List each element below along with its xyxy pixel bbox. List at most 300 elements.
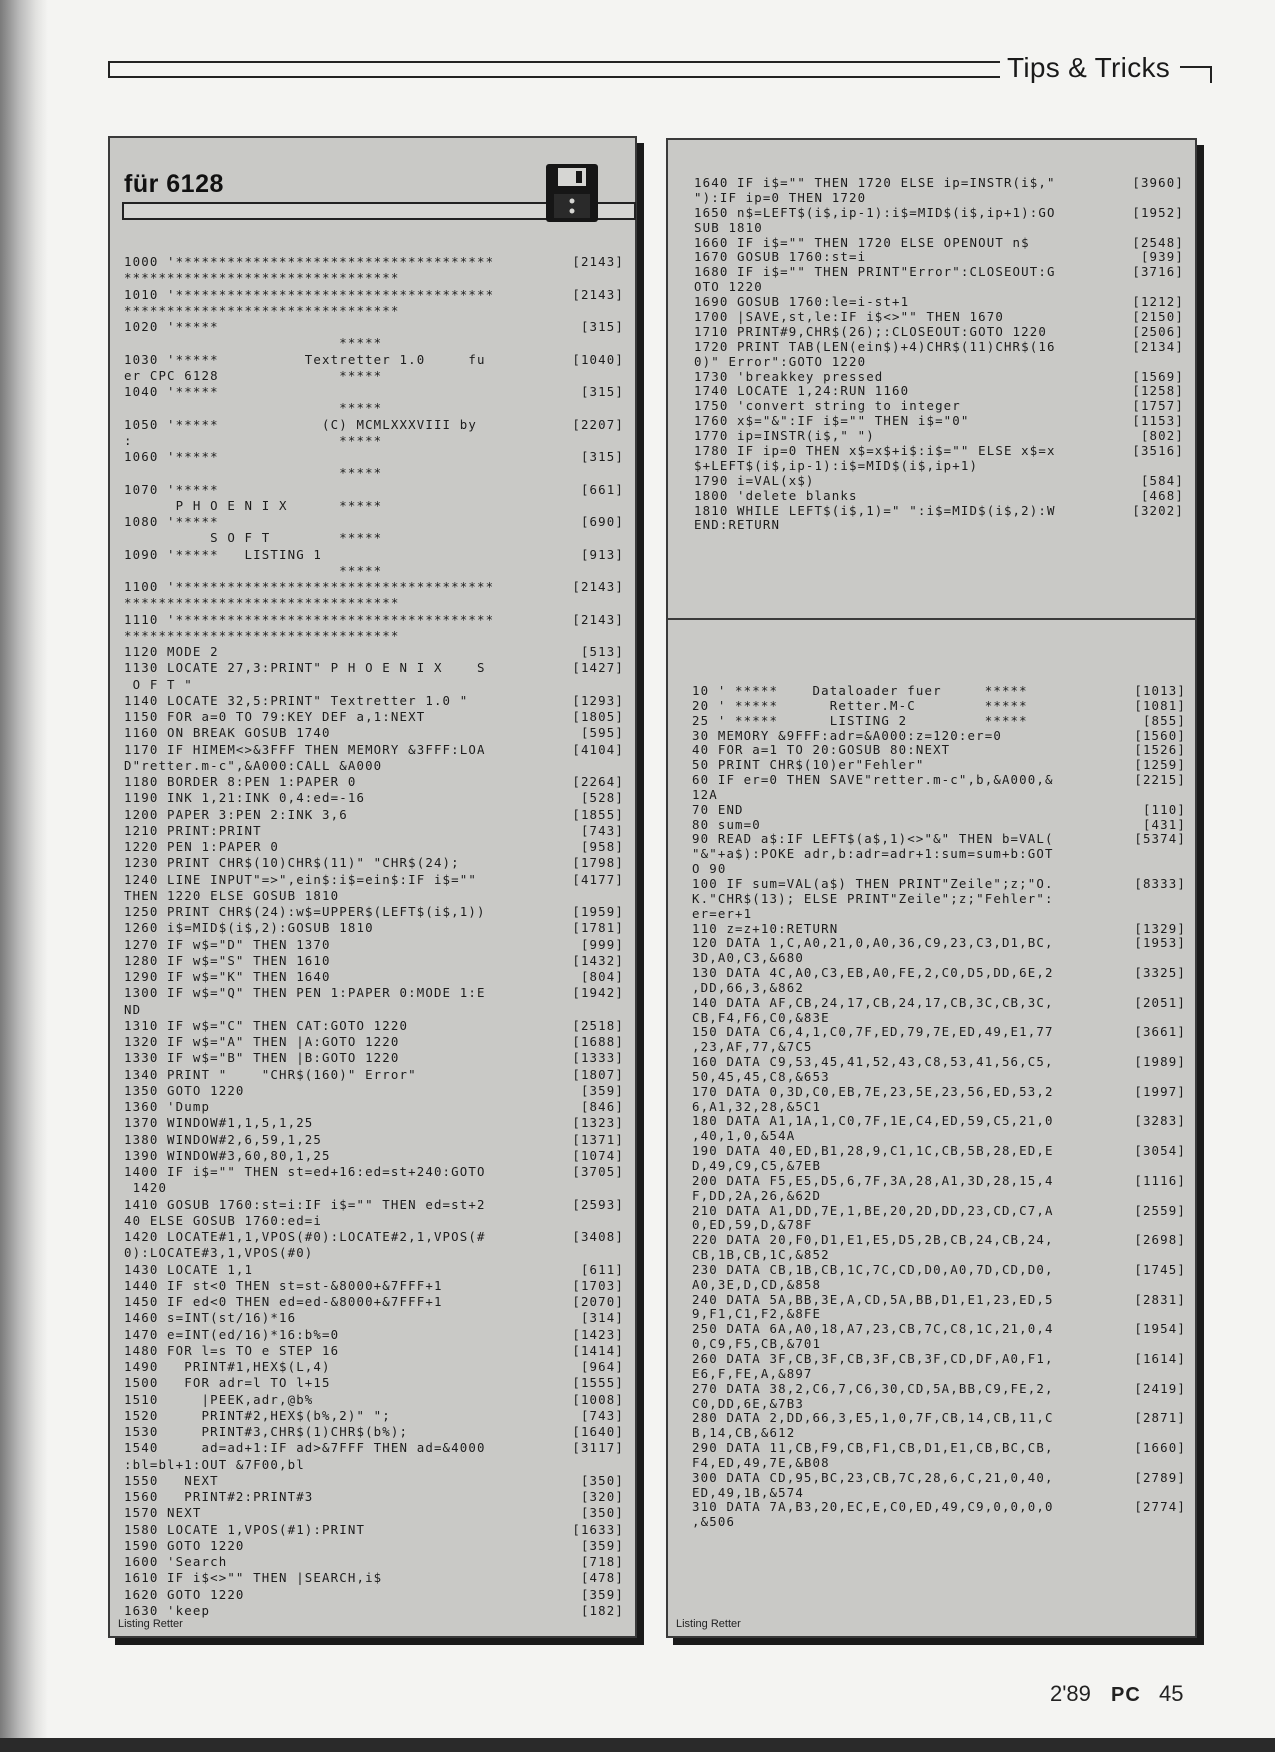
- checksum: [2548]: [1132, 234, 1184, 250]
- code-text: 50 PRINT CHR$(10)er"Fehler": [692, 757, 925, 773]
- panel-caption: Listing Retter: [676, 1618, 741, 1630]
- code-text: 240 DATA 5A,BB,3E,A,CD,5A,BB,D1,E1,23,ED,5: [692, 1291, 1054, 1307]
- checksum: [2774]: [1134, 1499, 1186, 1515]
- code-text: 1490 PRINT#1,HEX$(L,4): [124, 1359, 331, 1374]
- listing-line: [124, 482, 624, 498]
- code-text: ED,49,1B,&574: [692, 1484, 804, 1500]
- code-text: 0):LOCATE#3,1,VPOS(#0): [124, 1245, 314, 1261]
- code-text: 1730 'breakkey pressed: [694, 368, 884, 384]
- code-text: 150 DATA C6,4,1,C0,7F,ED,79,7E,ED,49,E1,77: [692, 1024, 1054, 1040]
- code-text: 70 END: [692, 801, 744, 817]
- checksum: [2518]: [572, 1017, 624, 1033]
- basic-listing-1-continued: [694, 176, 1184, 533]
- listing-line: [692, 1397, 1186, 1412]
- checksum: [1807]: [572, 1066, 624, 1082]
- code-text: 1790 i=VAL(x$): [694, 472, 815, 488]
- code-text: 1380 WINDOW#2,6,59,1,25: [124, 1131, 323, 1147]
- listing-line: [124, 1197, 624, 1213]
- code-text: 190 DATA 40,ED,B1,28,9,C1,1C,CB,5B,28,ED,E: [692, 1143, 1054, 1159]
- listing-line: [692, 1471, 1186, 1486]
- code-text: F4,ED,49,7E,&B08: [692, 1454, 830, 1470]
- code-text: 1250 PRINT CHR$(24):w$=UPPER$(LEFT$(i$,1)): [124, 904, 486, 919]
- checksum: [2150]: [1132, 309, 1184, 325]
- code-text: 1010 '*************************************: [124, 286, 495, 302]
- listing-line: [124, 1294, 624, 1310]
- code-text: 230 DATA CB,1B,CB,1C,7C,CD,D0,A0,7D,CD,D0,: [692, 1261, 1054, 1277]
- code-text: 160 DATA C9,53,45,41,52,43,C8,53,41,56,C5,: [692, 1054, 1054, 1070]
- checksum: [3516]: [1132, 443, 1184, 459]
- code-text: 1630 'keep: [124, 1602, 211, 1618]
- code-text: C0,DD,6E,&7B3: [692, 1395, 804, 1411]
- listing-line: [124, 660, 624, 676]
- code-text: 1540 ad=ad+1:IF ad>&7FFF THEN ad=&4000: [124, 1440, 486, 1456]
- checksum: [315]: [580, 449, 624, 464]
- checksum: [939]: [1140, 249, 1184, 265]
- code-text: 1660 IF i$="" THEN 1720 ELSE OPENOUT n$: [694, 234, 1030, 250]
- listing-line: [124, 1050, 624, 1066]
- code-text: 1110 '*************************************: [124, 611, 495, 627]
- listing-line: [124, 1115, 624, 1131]
- code-text: 1600 'Search: [124, 1554, 228, 1569]
- code-text: 1100 '*************************************: [124, 579, 495, 594]
- listing-line: [124, 1570, 624, 1586]
- listing-line: [692, 907, 1186, 922]
- code-text: ********************************: [124, 270, 400, 286]
- checksum: [314]: [580, 1310, 624, 1326]
- listing-line: [692, 684, 1186, 699]
- listing-line: [692, 922, 1186, 937]
- code-text: 1280 IF w$="S" THEN 1610: [124, 952, 331, 968]
- listing-line: [694, 310, 1184, 325]
- listing-line: [124, 1359, 624, 1375]
- code-text: ,DD,66,3,&862: [692, 979, 804, 995]
- checksum: [2051]: [1134, 994, 1186, 1010]
- listing-line: [692, 1263, 1186, 1278]
- checksum: [1633]: [572, 1521, 624, 1537]
- listing-line: [124, 1505, 624, 1521]
- checksum: [320]: [580, 1489, 624, 1504]
- checksum: [2070]: [572, 1294, 624, 1309]
- listing-line: [124, 693, 624, 709]
- code-text: 1350 GOTO 1220: [124, 1082, 245, 1098]
- checksum: [1569]: [1132, 368, 1184, 384]
- code-text: er=er+1: [692, 905, 753, 921]
- listing-line: [124, 1278, 624, 1294]
- code-text: 1120 MODE 2: [124, 644, 219, 659]
- checksum: [1259]: [1134, 757, 1186, 773]
- floppy-disk-icon: [546, 164, 598, 222]
- header-rule: [108, 61, 1000, 78]
- checksum: [182]: [580, 1602, 624, 1618]
- listing-line: [692, 1144, 1186, 1159]
- checksum: [513]: [580, 644, 624, 659]
- listing-line: [124, 1457, 624, 1473]
- listing-line: [692, 1055, 1186, 1070]
- listing-line: [124, 855, 624, 871]
- listing-line: [692, 1248, 1186, 1263]
- listing-line: [124, 872, 624, 888]
- code-text: 300 DATA CD,95,BC,23,CB,7C,28,6,C,21,0,40,: [692, 1469, 1054, 1485]
- checksum: [468]: [1140, 487, 1184, 503]
- checksum: [1997]: [1134, 1083, 1186, 1099]
- code-text: ********************************: [124, 627, 400, 643]
- code-text: B,14,CB,&612: [692, 1425, 796, 1441]
- checksum: [110]: [1142, 801, 1186, 817]
- listing-line: [692, 877, 1186, 892]
- listing-line: [694, 295, 1184, 310]
- basic-listing-2: [692, 684, 1186, 1530]
- listing-line: [692, 1040, 1186, 1055]
- code-text: 40 ELSE GOSUB 1760:ed=i: [124, 1212, 323, 1228]
- checksum: [1798]: [572, 855, 624, 871]
- code-text: 310 DATA 7A,B3,20,EC,E,C0,ED,49,C9,0,0,0,0: [692, 1499, 1054, 1515]
- listing-line: [124, 1067, 624, 1083]
- listing-line: [692, 1456, 1186, 1471]
- listing-line: [694, 444, 1184, 459]
- checksum: [1855]: [572, 806, 624, 822]
- listing-line: [124, 774, 624, 790]
- code-text: 1510 |PEEK,adr,@b%: [124, 1391, 314, 1407]
- checksum: [315]: [580, 384, 624, 399]
- code-text: "):IF ip=0 THEN 1720: [694, 189, 867, 205]
- code-text: "&"+a$):POKE adr,b:adr=adr+1:sum=sum+b:GOT: [692, 846, 1054, 862]
- code-text: 280 DATA 2,DD,66,3,E5,1,0,7F,CB,14,CB,11,C: [692, 1410, 1054, 1426]
- checksum: [1560]: [1134, 727, 1186, 743]
- code-text: CB,1B,CB,1C,&852: [692, 1247, 830, 1263]
- code-text: 200 DATA F5,E5,D5,6,7F,3A,28,A1,3D,28,15,4: [692, 1172, 1054, 1188]
- listing-line: [694, 250, 1184, 265]
- listing-line: [694, 429, 1184, 444]
- listing-line: [692, 936, 1186, 951]
- listing-line: [124, 1392, 624, 1408]
- code-text: D,49,C9,C5,&7EB: [692, 1158, 822, 1173]
- code-text: 1210 PRINT:PRINT: [124, 822, 262, 838]
- code-text: 1460 s=INT(st/16)*16: [124, 1310, 297, 1326]
- listing-line: [124, 1099, 624, 1115]
- checksum: [1942]: [572, 985, 624, 1001]
- listing-line: [124, 1343, 624, 1359]
- checksum: [1614]: [1134, 1350, 1186, 1366]
- checksum: [1526]: [1134, 742, 1186, 758]
- code-text: 1530 PRINT#3,CHR$(1)CHR$(b%);: [124, 1424, 409, 1439]
- listing-line: [124, 742, 624, 758]
- code-text: :bl=bl+1:OUT &7F00,bl: [124, 1456, 305, 1472]
- code-text: 1290 IF w$="K" THEN 1640: [124, 969, 331, 984]
- code-text: 1060 '*****: [124, 449, 219, 464]
- code-text: ********************************: [124, 302, 400, 318]
- code-text: 1570 NEXT: [124, 1505, 202, 1521]
- code-text: END:RETURN: [694, 517, 781, 533]
- listing-line: [124, 1587, 624, 1603]
- listing-line: [692, 966, 1186, 981]
- code-text: 1040 '*****: [124, 384, 219, 399]
- code-text: ND: [124, 1001, 142, 1017]
- listing-line: [692, 1025, 1186, 1040]
- checksum: [3661]: [1134, 1024, 1186, 1040]
- listing-line: [124, 1473, 624, 1489]
- code-text: O 90: [692, 861, 727, 877]
- listing-line: [124, 254, 624, 270]
- checksum: [350]: [580, 1472, 624, 1488]
- listing-line: [124, 1002, 624, 1018]
- code-text: 25 ' ***** LISTING 2 *****: [692, 712, 1028, 728]
- code-text: 1240 LINE INPUT"=>",ein$:i$=ein$:IF i$="": [124, 871, 478, 887]
- code-text: 3D,A0,C3,&680: [692, 950, 804, 966]
- code-text: 1160 ON BREAK GOSUB 1740: [124, 725, 331, 741]
- code-text: 1520 PRINT#2,HEX$(b%,2)" ";: [124, 1407, 391, 1423]
- code-text: 1140 LOCATE 32,5:PRINT" Textretter 1.0 ": [124, 692, 469, 708]
- listing-line: [124, 1148, 624, 1164]
- listing-line: [124, 807, 624, 823]
- listing-line: [692, 847, 1186, 862]
- listing-line: [692, 1411, 1186, 1426]
- code-text: 1200 PAPER 3:PEN 2:INK 3,6: [124, 806, 348, 822]
- basic-listing-1: [124, 254, 624, 1619]
- checksum: [3283]: [1134, 1113, 1186, 1129]
- listing-line: [692, 832, 1186, 847]
- code-text: A0,3E,D,CD,&858: [692, 1276, 822, 1292]
- listing-line: [124, 612, 624, 628]
- listing-line: [124, 1245, 624, 1261]
- listing-panel-right: [666, 138, 1197, 1638]
- code-text: 1640 IF i$="" THEN 1720 ELSE ip=INSTR(i$,": [694, 175, 1056, 190]
- code-text: 1590 GOTO 1220: [124, 1537, 245, 1553]
- code-text: 100 IF sum=VAL(a$) THEN PRINT"Zeile";z;"O.: [692, 875, 1054, 891]
- listing-line: [124, 1018, 624, 1034]
- code-text: 1480 FOR l=s TO e STEP 16: [124, 1342, 340, 1358]
- code-text: *****: [124, 465, 383, 481]
- checksum: [1953]: [1134, 935, 1186, 951]
- code-text: 1170 IF HIMEM<>&3FFF THEN MEMORY &3FFF:LOA: [124, 741, 486, 757]
- listing-line: [692, 1233, 1186, 1248]
- listing-line: [692, 1100, 1186, 1115]
- magazine-logo: PC: [1111, 1684, 1141, 1706]
- checksum: [1423]: [572, 1326, 624, 1342]
- listing-line: [124, 368, 624, 384]
- scan-edge: [0, 1738, 1275, 1752]
- code-text: 1030 '***** Textretter 1.0 fu: [124, 351, 486, 367]
- code-text: 1440 IF st<0 THEN st=st-&8000+&7FFF+1: [124, 1277, 443, 1293]
- listing-line: [124, 1229, 624, 1245]
- code-text: 6,A1,32,28,&5C1: [692, 1098, 822, 1114]
- listing-line: [124, 1083, 624, 1099]
- code-text: 1690 GOSUB 1760:le=i-st+1: [694, 294, 910, 310]
- listing-line: [692, 1500, 1186, 1515]
- code-text: CB,F4,F6,C0,&83E: [692, 1009, 830, 1025]
- code-text: 1800 'delete blanks: [694, 487, 858, 503]
- code-text: 1340 PRINT " "CHR$(160)" Error": [124, 1066, 417, 1082]
- checksum: [1805]: [572, 709, 624, 724]
- listing-line: [692, 1352, 1186, 1367]
- code-text: 1370 WINDOW#1,1,5,1,25: [124, 1115, 314, 1131]
- listing-line: [124, 303, 624, 319]
- checksum: [1688]: [572, 1034, 624, 1049]
- code-text: 90 READ a$:IF LEFT$(a$,1)<>"&" THEN b=VAL(: [692, 831, 1054, 847]
- page-number: 45: [1158, 1681, 1184, 1706]
- listing-line: [124, 465, 624, 481]
- code-text: 10 ' ***** Dataloader fuer *****: [692, 683, 1028, 698]
- checksum: [1555]: [572, 1375, 624, 1391]
- listing-line: [124, 433, 624, 449]
- listing-line: [124, 287, 624, 303]
- checksum: [804]: [580, 969, 624, 984]
- listing-line: [124, 1132, 624, 1148]
- checksum: [1757]: [1132, 398, 1184, 414]
- code-text: 1410 GOSUB 1760:st=i:IF i$="" THEN ed=st+2: [124, 1196, 486, 1212]
- page-footer: [1050, 1681, 1183, 1707]
- code-text: $+LEFT$(i$,ip-1):i$=MID$(i$,ip+1): [694, 457, 979, 473]
- listing-line: [694, 191, 1184, 206]
- listing-line: [124, 1538, 624, 1554]
- listing-line: [692, 1337, 1186, 1352]
- code-text: 1310 IF w$="C" THEN CAT:GOTO 1220: [124, 1017, 409, 1033]
- listing-line: [692, 1189, 1186, 1204]
- code-text: 20 ' ***** Retter.M-C *****: [692, 697, 1028, 713]
- code-text: 1330 IF w$="B" THEN |B:GOTO 1220: [124, 1050, 400, 1066]
- checksum: [958]: [580, 839, 624, 854]
- listing-line: [124, 1408, 624, 1424]
- checksum: [3960]: [1132, 175, 1184, 190]
- checksum: [1329]: [1134, 920, 1186, 936]
- checksum: [690]: [580, 514, 624, 529]
- listing-line: [124, 1522, 624, 1538]
- listing-line: [692, 996, 1186, 1011]
- listing-line: [692, 981, 1186, 996]
- listing-line: [124, 1164, 624, 1180]
- code-text: 1230 PRINT CHR$(10)CHR$(11)" "CHR$(24);: [124, 855, 460, 871]
- listing-line: [692, 1278, 1186, 1293]
- code-text: 1020 '*****: [124, 319, 219, 334]
- checksum: [2264]: [572, 774, 624, 789]
- checksum: [1040]: [572, 351, 624, 367]
- listing-line: [692, 788, 1186, 803]
- code-text: 50,45,45,C8,&653: [692, 1068, 830, 1084]
- code-text: 30 MEMORY &9FFF:adr=&A000:z=120:er=0: [692, 727, 1002, 743]
- listing-line: [692, 951, 1186, 966]
- code-text: 1420 LOCATE#1,1,VPOS(#0):LOCATE#2,1,VPOS(#: [124, 1229, 486, 1244]
- checksum: [1258]: [1132, 383, 1184, 399]
- listing-line: [692, 1204, 1186, 1219]
- listing-line: [124, 953, 624, 969]
- listing-line: [692, 714, 1186, 729]
- code-text: 0)" Error":GOTO 1220: [694, 353, 867, 369]
- checksum: [3408]: [572, 1229, 624, 1244]
- listing-line: [124, 400, 624, 416]
- checksum: [1640]: [572, 1424, 624, 1439]
- code-text: 1180 BORDER 8:PEN 1:PAPER 0: [124, 774, 357, 789]
- checksum: [1323]: [572, 1115, 624, 1131]
- code-text: S O F T *****: [124, 530, 383, 546]
- checksum: [1989]: [1134, 1054, 1186, 1070]
- checksum: [584]: [1140, 472, 1184, 488]
- listing-line: [692, 1486, 1186, 1501]
- listing-line: [692, 862, 1186, 877]
- listing-line: [124, 335, 624, 351]
- checksum: [1008]: [572, 1391, 624, 1407]
- listing-line: [124, 1440, 624, 1456]
- code-text: 1750 'convert string to integer: [694, 398, 961, 414]
- code-text: 1260 i$=MID$(i$,2):GOSUB 1810: [124, 920, 374, 936]
- code-text: 270 DATA 38,2,C6,7,C6,30,CD,5A,BB,C9,FE,2,: [692, 1380, 1054, 1396]
- checksum: [4104]: [572, 741, 624, 757]
- listing-line: [124, 790, 624, 806]
- code-text: 1300 IF w$="Q" THEN PEN 1:PAPER 0:MODE 1:E: [124, 985, 486, 1001]
- listing-line: [124, 904, 624, 920]
- listing-line: [694, 399, 1184, 414]
- checksum: [2143]: [572, 611, 624, 627]
- listing-line: [694, 176, 1184, 191]
- code-text: 140 DATA AF,CB,24,17,CB,24,17,CB,3C,CB,3C,: [692, 994, 1054, 1010]
- listing-line: [692, 729, 1186, 744]
- listing-line: [694, 236, 1184, 251]
- checksum: [2698]: [1134, 1232, 1186, 1248]
- checksum: [359]: [580, 1082, 624, 1098]
- listing-line: [124, 530, 624, 546]
- code-text: 1150 FOR a=0 TO 79:KEY DEF a,1:NEXT: [124, 709, 426, 724]
- listing-line: [124, 579, 624, 595]
- code-text: SUB 1810: [694, 219, 763, 235]
- code-text: 1700 |SAVE,st,le:IF i$<>"" THEN 1670: [694, 309, 1004, 325]
- listing-line: [124, 595, 624, 611]
- listing-line: [124, 1603, 624, 1619]
- listing-line: [694, 370, 1184, 385]
- checksum: [1212]: [1132, 294, 1184, 310]
- listing-line: [692, 818, 1186, 833]
- checksum: [1074]: [572, 1147, 624, 1163]
- listing-line: [692, 773, 1186, 788]
- checksum: [359]: [580, 1586, 624, 1602]
- code-text: F,DD,2A,26,&62D: [692, 1187, 822, 1203]
- listing-line: [692, 699, 1186, 714]
- code-text: 1090 '***** LISTING 1: [124, 546, 323, 562]
- code-text: 1320 IF w$="A" THEN |A:GOTO 1220: [124, 1034, 400, 1049]
- code-text: 0,C9,F5,CB,&701: [692, 1336, 822, 1352]
- listing-line: [124, 449, 624, 465]
- checksum: [611]: [580, 1261, 624, 1277]
- code-text: 170 DATA 0,3D,C0,EB,7E,23,5E,23,56,ED,53,2: [692, 1083, 1054, 1099]
- code-text: 1740 LOCATE 1,24:RUN 1160: [694, 383, 910, 399]
- code-text: 1680 IF i$="" THEN PRINT"Error":CLOSEOUT:G: [694, 264, 1056, 280]
- code-text: 110 z=z+10:RETURN: [692, 920, 839, 936]
- code-text: 1420: [124, 1180, 168, 1196]
- listing-line: [124, 839, 624, 855]
- code-text: 0,ED,59,D,&78F: [692, 1217, 813, 1233]
- code-text: 250 DATA 6A,A0,18,A7,23,CB,7C,C8,1C,21,0,4: [692, 1321, 1054, 1337]
- checksum: [1427]: [572, 660, 624, 676]
- code-text: 80 sum=0: [692, 816, 761, 832]
- checksum: [359]: [580, 1537, 624, 1553]
- code-text: 1650 n$=LEFT$(i$,ip-1):i$=MID$(i$,ip+1):GO: [694, 204, 1056, 220]
- checksum: [478]: [580, 1570, 624, 1586]
- checksum: [802]: [1140, 428, 1184, 444]
- checksum: [3716]: [1132, 264, 1184, 280]
- checksum: [3054]: [1134, 1143, 1186, 1159]
- code-text: *****: [124, 335, 383, 351]
- code-text: ,40,1,0,&54A: [692, 1128, 796, 1144]
- code-text: ,23,AF,77,&7C5: [692, 1039, 813, 1055]
- code-text: 12A: [692, 786, 718, 802]
- listing-line: [694, 504, 1184, 519]
- checksum: [5374]: [1134, 831, 1186, 847]
- listing-line: [124, 969, 624, 985]
- code-text: OTO 1220: [694, 279, 763, 295]
- listing-line: [124, 498, 624, 514]
- listing-line: [694, 384, 1184, 399]
- listing-line: [124, 725, 624, 741]
- checksum: [1293]: [572, 692, 624, 708]
- listing-line: [692, 1085, 1186, 1100]
- checksum: [1745]: [1134, 1261, 1186, 1277]
